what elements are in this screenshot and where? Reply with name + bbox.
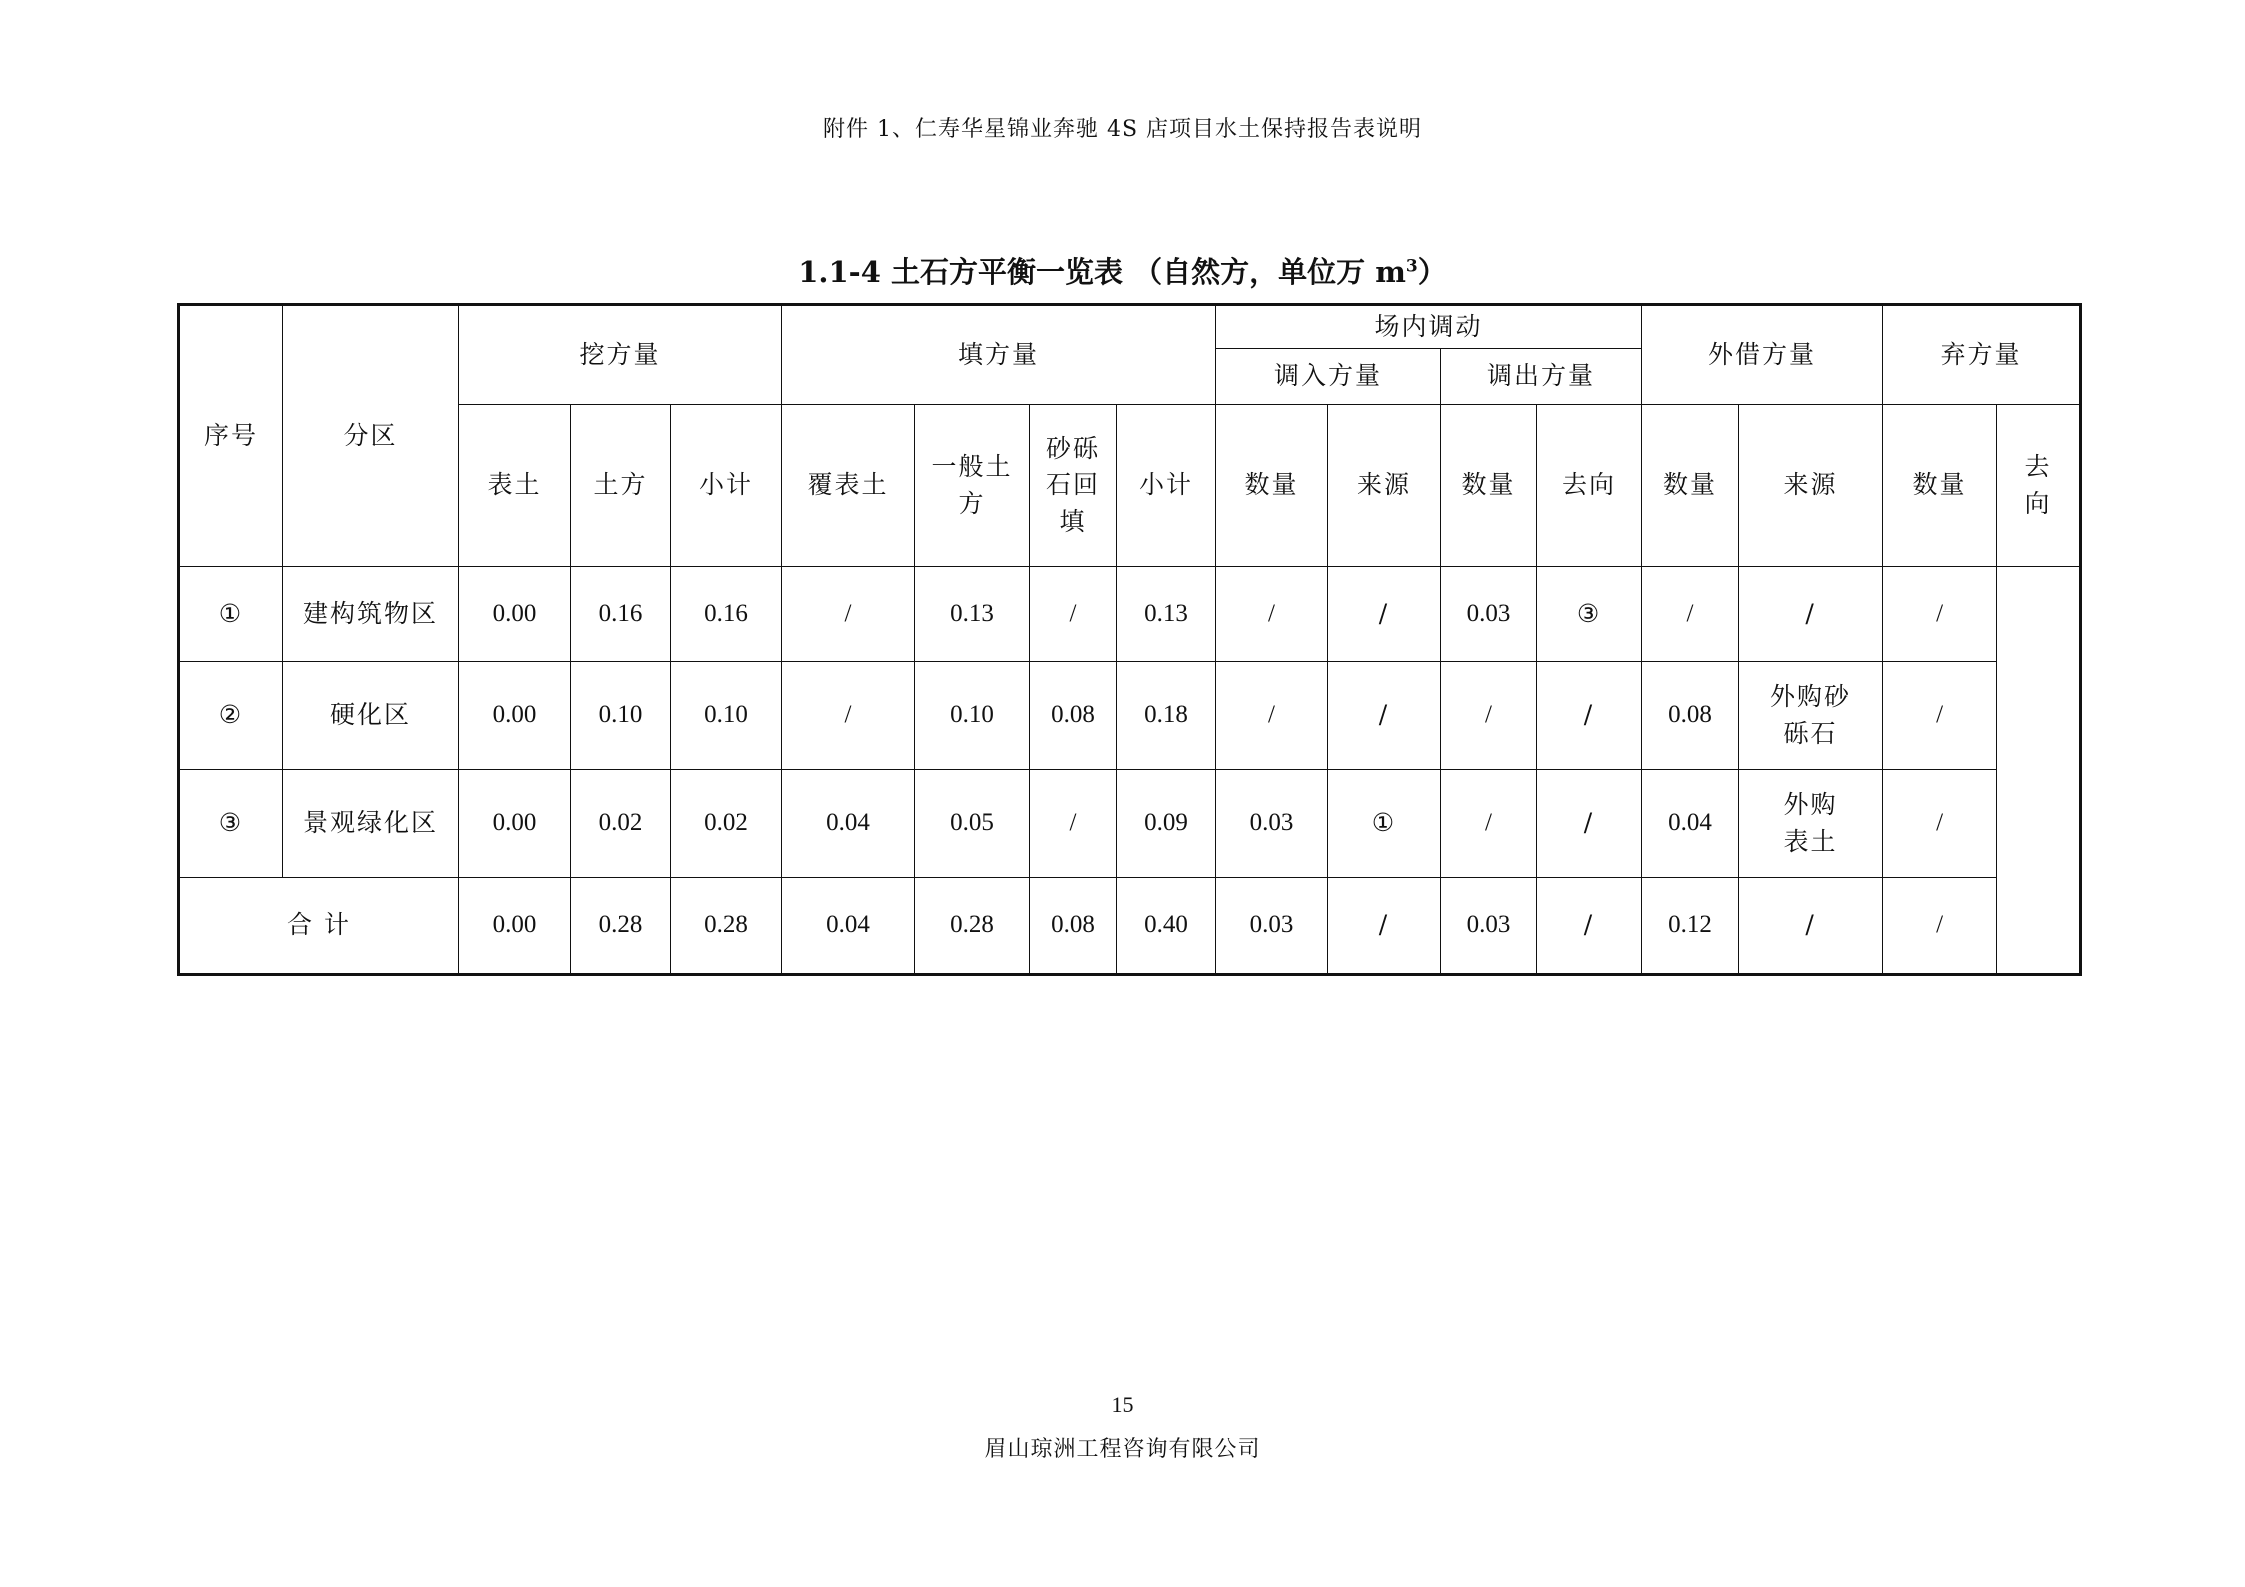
cell-borrow-qty: 0.08 [1642, 662, 1739, 770]
cell-fill-subtotal: 0.09 [1117, 770, 1216, 878]
cell-waste-qty: / [1883, 662, 1997, 770]
cell-general-earth: 0.05 [915, 770, 1030, 878]
cell-topsoil: 0.00 [459, 770, 571, 878]
cell-waste-qty: / [1883, 567, 1997, 662]
cell-zone: 硬化区 [283, 662, 459, 770]
cell-in-qty: / [1216, 567, 1328, 662]
total-earth: 0.28 [571, 878, 671, 975]
cell-earth: 0.16 [571, 567, 671, 662]
table-row [179, 770, 2081, 878]
cell-seq: ① [179, 567, 283, 662]
company-name: 眉山琼洲工程咨询有限公司 [984, 1437, 1261, 1462]
cell-out-destination: / [1537, 662, 1642, 770]
header-out-destination: 去向 [1537, 405, 1642, 567]
header-cover-topsoil: 覆表土 [782, 405, 915, 567]
header-gravel-backfill: 砂砾石回填 [1030, 405, 1117, 567]
cell-zone: 景观绿化区 [283, 770, 459, 878]
total-label: 合 计 [179, 878, 459, 975]
total-cover-topsoil: 0.04 [782, 878, 915, 975]
header-waste-qty: 数量 [1883, 405, 1997, 567]
cell-out-qty: / [1441, 770, 1537, 878]
header-borrow-qty: 数量 [1642, 405, 1739, 567]
cell-excavation-subtotal: 0.02 [671, 770, 782, 878]
total-excavation-subtotal: 0.28 [671, 878, 782, 975]
cell-general-earth: 0.10 [915, 662, 1030, 770]
cell-gravel-backfill: / [1030, 567, 1117, 662]
total-general-earth: 0.28 [915, 878, 1030, 975]
cell-seq: ③ [179, 770, 283, 878]
header-fill-subtotal: 小计 [1117, 405, 1216, 567]
cell-out-qty: / [1441, 662, 1537, 770]
cell-in-qty: / [1216, 662, 1328, 770]
cell-zone: 建构筑物区 [283, 567, 459, 662]
header-zone: 分区 [283, 305, 459, 567]
cell-borrow-qty: 0.04 [1642, 770, 1739, 878]
cell-earth: 0.10 [571, 662, 671, 770]
header-seq: 序号 [179, 305, 283, 567]
header-excavation-subtotal: 小计 [671, 405, 782, 567]
table-row [179, 567, 2081, 662]
cell-topsoil: 0.00 [459, 567, 571, 662]
header-waste: 弃方量 [1883, 305, 2081, 405]
total-borrow-qty: 0.12 [1642, 878, 1739, 975]
cell-cover-topsoil: / [782, 567, 915, 662]
header-general-earth: 一般土方 [915, 405, 1030, 567]
table-title [0, 250, 2245, 291]
cell-borrow-source: / [1739, 567, 1883, 662]
table-title-end: ） [1417, 255, 1447, 289]
table-title-superscript: 3 [1405, 256, 1418, 277]
header-in-source: 来源 [1328, 405, 1441, 567]
total-borrow-source: / [1739, 878, 1883, 975]
cell-excavation-subtotal: 0.16 [671, 567, 782, 662]
cell-borrow-source: 外购表土 [1739, 770, 1883, 878]
cell-borrow-source: 外购砂砾石 [1739, 662, 1883, 770]
cell-gravel-backfill: / [1030, 770, 1117, 878]
cell-in-qty: 0.03 [1216, 770, 1328, 878]
header-internal-out: 调出方量 [1441, 349, 1642, 405]
total-row [179, 878, 2081, 975]
cell-earth: 0.02 [571, 770, 671, 878]
cell-in-source: ① [1328, 770, 1441, 878]
total-fill-subtotal: 0.40 [1117, 878, 1216, 975]
header-borrow: 外借方量 [1642, 305, 1883, 405]
cell-fill-subtotal: 0.18 [1117, 662, 1216, 770]
header-excavation: 挖方量 [459, 305, 782, 405]
cell-seq: ② [179, 662, 283, 770]
cell-general-earth: 0.13 [915, 567, 1030, 662]
cell-cover-topsoil: 0.04 [782, 770, 915, 878]
cell-cover-topsoil: / [782, 662, 915, 770]
cell-gravel-backfill: 0.08 [1030, 662, 1117, 770]
header-out-qty: 数量 [1441, 405, 1537, 567]
total-waste-qty: / [1883, 878, 1997, 975]
table-title-text: 1.1-4 土石方平衡一览表 （自然方，单位万 m [798, 255, 1406, 289]
cell-in-source: / [1328, 662, 1441, 770]
cell-topsoil: 0.00 [459, 662, 571, 770]
header-earth: 土方 [571, 405, 671, 567]
document-header: 附件 1、仁寿华星锦业奔驰 4S 店项目水土保持报告表说明 [822, 117, 1423, 142]
page-number: 15 [1111, 1392, 1134, 1417]
header-row-1 [179, 305, 2081, 349]
header-row-3 [179, 405, 2081, 567]
total-gravel-backfill: 0.08 [1030, 878, 1117, 975]
cell-borrow-qty: / [1642, 567, 1739, 662]
header-in-qty: 数量 [1216, 405, 1328, 567]
header-waste-destination: 去向 [1997, 405, 2081, 567]
cell-out-destination: / [1537, 770, 1642, 878]
total-topsoil: 0.00 [459, 878, 571, 975]
cell-out-qty: 0.03 [1441, 567, 1537, 662]
earthwork-balance-table [177, 303, 2082, 976]
total-in-source: / [1328, 878, 1441, 975]
table-row [179, 662, 2081, 770]
header-borrow-source: 来源 [1739, 405, 1883, 567]
cell-in-source: / [1328, 567, 1441, 662]
total-in-qty: 0.03 [1216, 878, 1328, 975]
header-fill: 填方量 [782, 305, 1216, 405]
cell-excavation-subtotal: 0.10 [671, 662, 782, 770]
cell-fill-subtotal: 0.13 [1117, 567, 1216, 662]
cell-waste-qty: / [1883, 770, 1997, 878]
header-topsoil: 表土 [459, 405, 571, 567]
cell-waste-destination [1997, 567, 2081, 975]
cell-out-destination: ③ [1537, 567, 1642, 662]
header-internal-in: 调入方量 [1216, 349, 1441, 405]
total-out-destination: / [1537, 878, 1642, 975]
header-internal-transfer: 场内调动 [1216, 305, 1642, 349]
total-out-qty: 0.03 [1441, 878, 1537, 975]
